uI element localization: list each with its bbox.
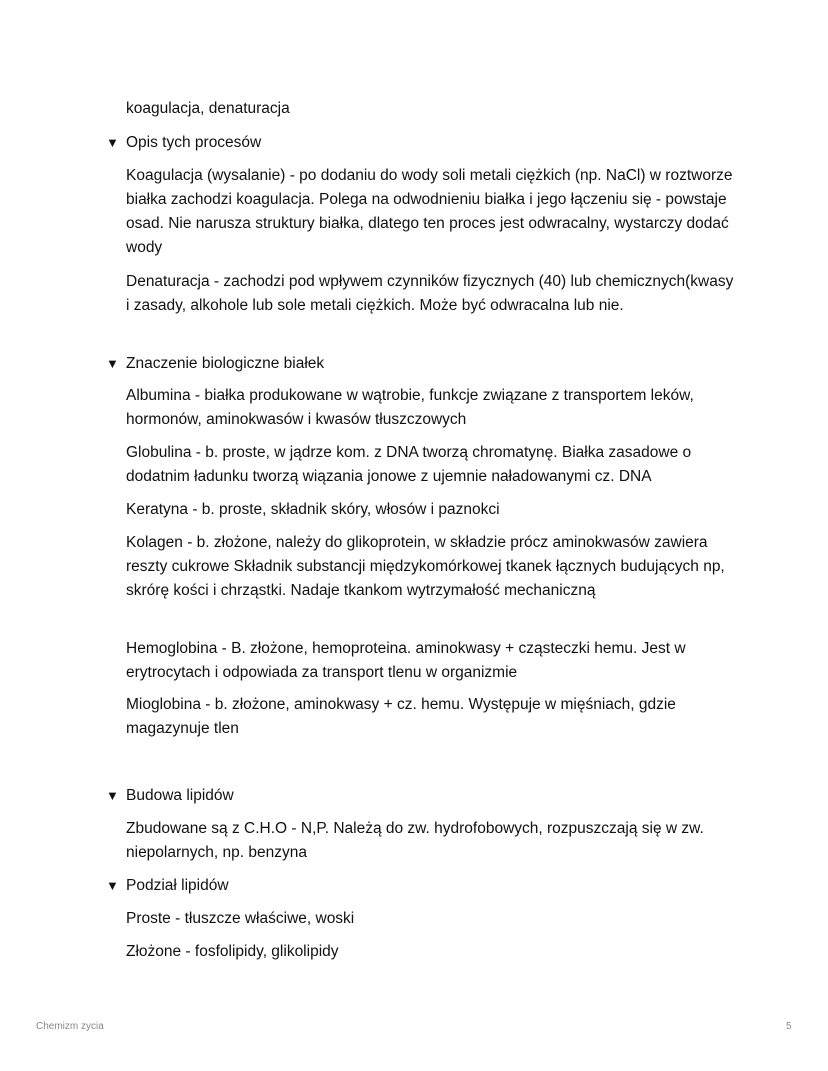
toggle-znaczenie-bialek[interactable]: [106, 352, 324, 376]
paragraph: Hemoglobina - B. złożone, hemoproteina. aminokwasy + cząsteczki hemu. Jest w erytrocytach i odpowiada za transport tlenu w organizmie: [126, 640, 686, 681]
paragraph: Keratyna - b. proste, składnik skóry, włosów i paznokci: [126, 501, 500, 518]
paragraph: Zbudowane są z C.H.O - N,P. Należą do zw. hydrofobowych, rozpuszczają się w zw. niepolarnych, np. benzyna: [126, 820, 704, 861]
toggle-opis-procesow[interactable]: [106, 131, 261, 155]
triangle-down-icon: ▼: [106, 878, 119, 893]
paragraph: Mioglobina - b. złożone, aminokwasy + cz. hemu. Występuje w mięśniach, gdzie magazynuje tlen: [126, 696, 676, 737]
paragraph: Koagulacja (wysalanie) - po dodaniu do wody soli metali ciężkich (np. NaCl) w roztworze białka zachodzi koagulacja. Polega na odwodnieniu białka i jego łączeniu się - powstaje osad. Nie narusza struktury białka, dlatego ten proces jest odwracalny, wystarczy dodać wody: [126, 167, 733, 256]
toggle-heading: Podział lipidów: [126, 877, 229, 894]
toggle-heading: Budowa lipidów: [126, 787, 234, 804]
triangle-down-icon: ▼: [106, 788, 119, 803]
toggle-heading: Opis tych procesów: [126, 134, 262, 151]
toggle-budowa-lipidow[interactable]: [106, 784, 234, 808]
paragraph: Denaturacja - zachodzi pod wpływem czynników fizycznych (40) lub chemicznych(kwasy i zasady, alkohole lub sole metali ciężkich. Może być odwracalna lub nie.: [126, 273, 734, 314]
paragraph: Globulina - b. proste, w jądrze kom. z DNA tworzą chromatynę. Białka zasadowe o dodatnim ładunku tworzą wiązania jonowe z ujemnie naładowanymi cz. DNA: [126, 444, 692, 485]
paragraph: Albumina - białka produkowane w wątrobie, funkcje związane z transportem leków, hormonów, aminokwasów i kwasów tłuszczowych: [126, 387, 694, 428]
page-number: 5: [786, 1021, 792, 1032]
triangle-down-icon: ▼: [106, 356, 119, 371]
toggle-heading: Znaczenie biologiczne białek: [126, 355, 325, 372]
paragraph: Złożone - fosfolipidy, glikolipidy: [126, 943, 339, 960]
paragraph: Proste - tłuszcze właściwe, woski: [126, 910, 355, 927]
triangle-down-icon: ▼: [106, 135, 119, 150]
footer-title: Chemizm zycia: [36, 1021, 104, 1032]
top-line: koagulacja, denaturacja: [126, 100, 290, 117]
paragraph: Kolagen - b. złożone, należy do glikoprotein, w składzie prócz aminokwasów zawiera reszty cukrowe Składnik substancji międzykomórkowej tkanek łącznych budujących np, skrórę kości i chrząstki. Nadaje tkankom wytrzymałość mechaniczną: [126, 534, 725, 599]
toggle-podzial-lipidow[interactable]: [106, 874, 229, 898]
